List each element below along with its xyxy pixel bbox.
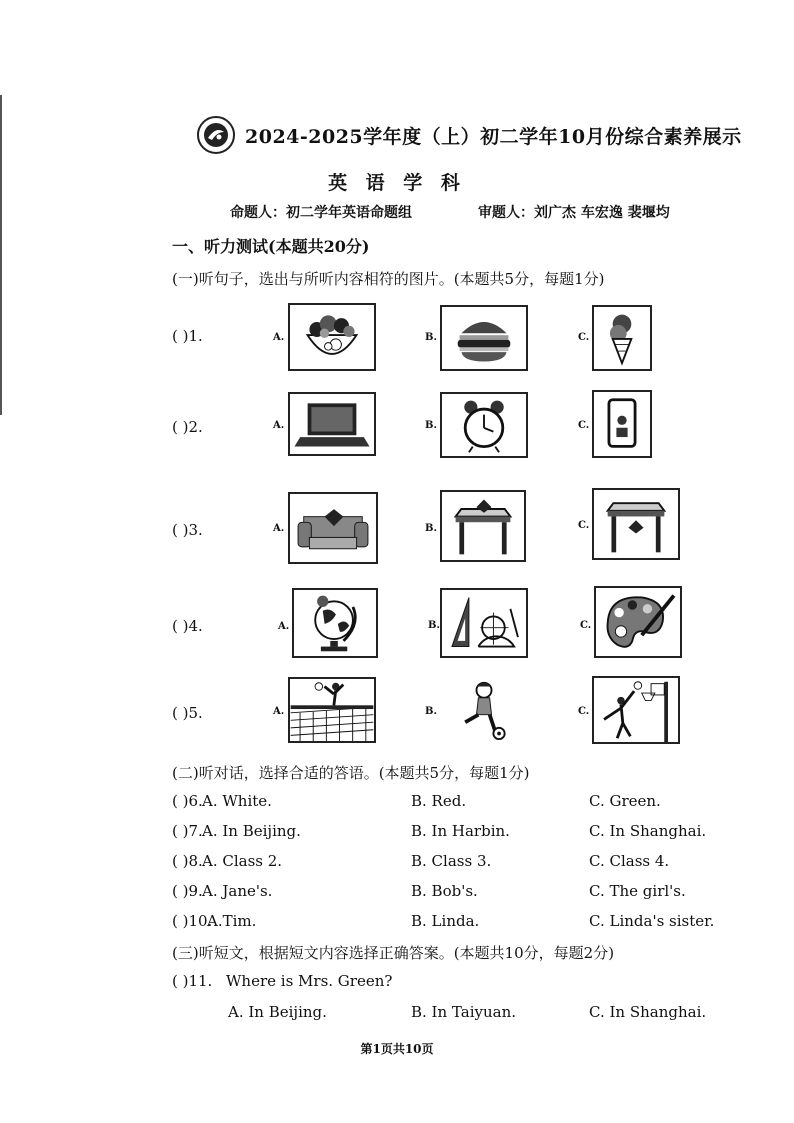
exam-title: 2024-2025学年度（上）初二学年10月份综合素养展示 <box>245 126 742 148</box>
phone-icon[interactable] <box>592 390 652 458</box>
soccer-icon[interactable] <box>440 677 528 743</box>
option-b: B. Class 3. <box>411 852 492 870</box>
palette-icon[interactable] <box>594 586 682 658</box>
basketball-icon[interactable] <box>592 676 680 744</box>
question-number[interactable]: ( )1. <box>172 327 203 345</box>
subject-title: 英 语 学 科 <box>328 172 466 194</box>
laptop-icon[interactable] <box>288 392 376 456</box>
option-b: B. Bob's. <box>411 882 478 900</box>
option-b: B. In Taiyuan. <box>411 1003 516 1021</box>
question-number[interactable]: ( )6. <box>172 792 203 810</box>
option-label: B. <box>428 620 440 631</box>
option-label: B. <box>425 420 437 431</box>
reviewer-line: 审题人：刘广杰 车宏逸 裴堰均 <box>478 205 670 221</box>
setter-line: 命题人：初二学年英语命题组 <box>230 205 412 221</box>
part3-instruction: (三)听短文，根据短文内容选择正确答案。(本题共10分，每题2分) <box>172 944 615 962</box>
option-label: B. <box>425 706 437 717</box>
school-logo <box>197 116 235 154</box>
option-label: C. <box>578 420 590 431</box>
option-a: A. In Beijing. <box>202 822 301 840</box>
option-label: A. <box>273 420 285 431</box>
option-label: C. <box>578 332 590 343</box>
question-number[interactable]: ( )11. <box>172 972 213 990</box>
question-number[interactable]: ( )3. <box>172 521 203 539</box>
question-number[interactable]: ( )2. <box>172 418 203 436</box>
option-label: C. <box>578 706 590 717</box>
option-b: B. In Harbin. <box>411 822 510 840</box>
option-a: A. Class 2. <box>202 852 283 870</box>
option-c: C. The girl's. <box>589 882 686 900</box>
question-number[interactable]: ( )9. <box>172 882 203 900</box>
option-label: B. <box>425 523 437 534</box>
sofa-icon[interactable] <box>288 492 378 564</box>
page-edge-rule <box>0 95 2 415</box>
option-c: C. In Shanghai. <box>589 822 707 840</box>
ice-cream-icon[interactable] <box>592 305 652 371</box>
option-c: C. Class 4. <box>589 852 670 870</box>
salad-bowl-icon[interactable] <box>288 303 376 371</box>
option-c: C. Green. <box>589 792 661 810</box>
question-number[interactable]: ( )10. <box>172 912 213 930</box>
question-number[interactable]: ( )4. <box>172 617 203 635</box>
option-a: A. Jane's. <box>202 882 273 900</box>
volleyball-icon[interactable] <box>288 677 376 743</box>
table-object-on-icon[interactable] <box>440 490 526 562</box>
question-number[interactable]: ( )7. <box>172 822 203 840</box>
part1-instruction: (一)听句子，选出与所听内容相符的图片。(本题共5分，每题1分) <box>172 270 605 288</box>
option-label: A. <box>278 621 290 632</box>
option-a: A.Tim. <box>207 912 257 930</box>
option-c: C. In Shanghai. <box>589 1003 707 1021</box>
option-a: A. In Beijing. <box>228 1003 327 1021</box>
option-label: A. <box>273 523 285 534</box>
question-number[interactable]: ( )8. <box>172 852 203 870</box>
question-number[interactable]: ( )5. <box>172 704 203 722</box>
option-a: A. White. <box>202 792 272 810</box>
option-label: C. <box>578 520 590 531</box>
option-label: A. <box>273 706 285 717</box>
globe-icon[interactable] <box>292 588 378 658</box>
option-label: B. <box>425 332 437 343</box>
option-b: B. Linda. <box>411 912 480 930</box>
page-number: 第1页共10页 <box>360 1042 434 1056</box>
section-heading: 一、听力测试(本题共20分) <box>172 237 370 256</box>
alarm-clock-icon[interactable] <box>440 392 528 458</box>
question-text: Where is Mrs. Green? <box>226 972 393 990</box>
option-label: A. <box>273 332 285 343</box>
option-b: B. Red. <box>411 792 467 810</box>
option-label: C. <box>580 620 592 631</box>
option-c: C. Linda's sister. <box>589 912 715 930</box>
math-tools-icon[interactable] <box>440 588 528 658</box>
table-object-under-icon[interactable] <box>592 488 680 560</box>
hamburger-icon[interactable] <box>440 305 528 371</box>
part2-instruction: (二)听对话，选择合适的答语。(本题共5分，每题1分) <box>172 764 530 782</box>
